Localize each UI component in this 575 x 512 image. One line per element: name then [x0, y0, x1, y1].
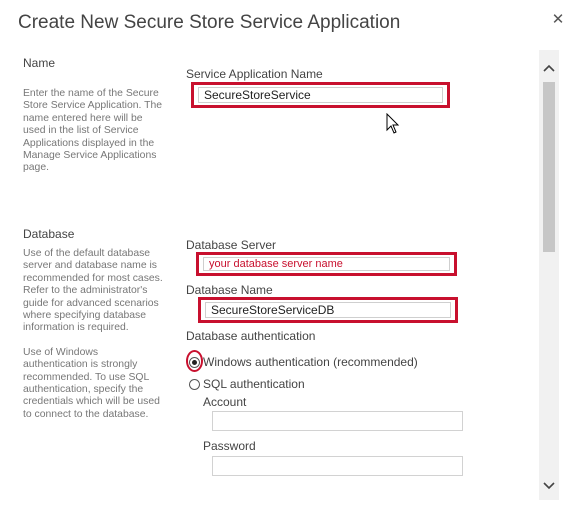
mouse-pointer-icon [386, 113, 400, 135]
service-application-name-highlight [191, 82, 450, 108]
name-section-title: Name [23, 56, 56, 70]
name-description-text: Enter the name of the Secure Store Service Application. The name entered here will be used in the list of Service Applications displayed in the Manage Service Applications page. [23, 88, 163, 174]
scroll-thumb[interactable] [543, 82, 555, 252]
password-input[interactable] [212, 456, 463, 476]
database-section-description [23, 248, 165, 421]
close-icon[interactable]: ✕ [551, 11, 565, 28]
service-application-name-label: Service Application Name [186, 67, 323, 81]
database-server-input[interactable] [203, 257, 450, 271]
name-section-description [23, 88, 165, 175]
service-application-name-input[interactable] [198, 87, 443, 103]
database-name-label: Database Name [186, 283, 273, 297]
database-name-highlight [198, 297, 458, 323]
database-server-label: Database Server [186, 238, 277, 252]
chevron-down-icon [543, 482, 555, 490]
authentication-description-text: Use of Windows authentication is strongly recommended. To use SQL authentication, specify the credentials which will be used to connect to the database. [23, 346, 160, 420]
scrollbar[interactable] [539, 50, 559, 500]
database-server-highlight [196, 252, 457, 276]
sql-auth-option[interactable] [189, 377, 305, 391]
chevron-up-icon [543, 64, 555, 72]
sql-auth-label: SQL authentication [203, 377, 305, 391]
sql-auth-radio[interactable] [189, 379, 200, 390]
database-authentication-label: Database authentication [186, 329, 316, 343]
scroll-down-button[interactable] [539, 478, 559, 494]
account-input[interactable] [212, 411, 463, 431]
windows-auth-radio[interactable] [189, 357, 200, 368]
windows-auth-label: Windows authentication (recommended) [203, 355, 418, 369]
scroll-up-button[interactable] [539, 60, 559, 76]
database-section-title: Database [23, 227, 75, 241]
database-description-text: Use of the default database server and database name is recommended for most cases. Refer to the administrator's guide for advanced scenarios where specifying database information is required. [23, 248, 163, 334]
dialog-title: Create New Secure Store Service Application [18, 12, 401, 33]
account-label: Account [203, 395, 247, 409]
windows-auth-option[interactable] [189, 355, 418, 369]
database-name-input[interactable] [205, 302, 451, 318]
password-label: Password [203, 439, 256, 453]
